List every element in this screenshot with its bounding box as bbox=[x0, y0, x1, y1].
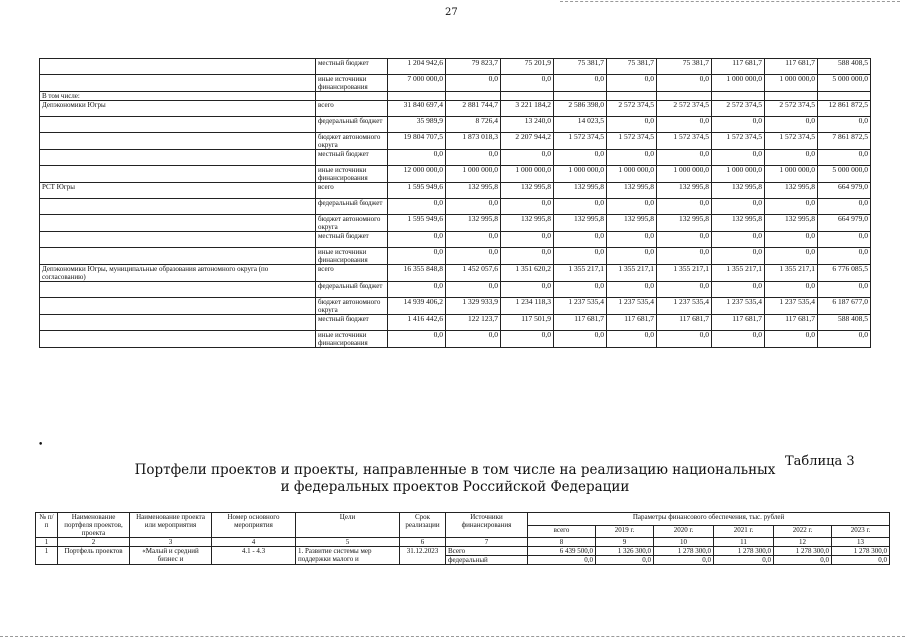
row-value: 0,0 bbox=[554, 331, 607, 348]
row-value: 0,0 bbox=[446, 331, 501, 348]
table-row bbox=[40, 215, 871, 232]
row-value: 1 355 217,1 bbox=[554, 265, 607, 282]
row-group bbox=[40, 215, 316, 232]
projects-portfolio-table bbox=[35, 512, 890, 565]
row-value: 0,0 bbox=[818, 199, 871, 215]
row-value: 0,0 bbox=[388, 150, 446, 166]
financing-table-continued bbox=[39, 58, 871, 348]
row-value: 1 595 949,6 bbox=[388, 183, 446, 199]
row-value: 1 204 942,6 bbox=[388, 59, 446, 75]
row-group bbox=[40, 248, 316, 265]
row-value: 0,0 bbox=[554, 75, 607, 92]
row-source: бюджет автономного округа bbox=[316, 215, 388, 232]
row-value: 14 939 406,2 bbox=[388, 298, 446, 315]
row-value: 1 595 949,6 bbox=[388, 215, 446, 232]
column-number: 11 bbox=[714, 538, 774, 547]
row-value: 0,0 bbox=[657, 248, 712, 265]
row-value: 1 237 535,4 bbox=[712, 298, 765, 315]
hdr-2023: 2023 г. bbox=[832, 525, 890, 538]
row-value bbox=[818, 92, 871, 101]
row-value: 1 278 300,0 bbox=[832, 547, 890, 556]
row-value: 3 221 184,2 bbox=[501, 101, 554, 117]
row-value: 0,0 bbox=[554, 248, 607, 265]
row-term: 31.12.2023 bbox=[400, 547, 446, 565]
row-value: 1 572 374,5 bbox=[657, 133, 712, 150]
row-value: 0,0 bbox=[388, 232, 446, 248]
hdr-2019: 2019 г. bbox=[596, 525, 654, 538]
row-source-total: Всего bbox=[446, 547, 528, 556]
row-value: 132 995,8 bbox=[765, 215, 818, 232]
row-main-event: 4.1 - 4.3 bbox=[212, 547, 296, 565]
row-value: 5 000 000,0 bbox=[818, 166, 871, 183]
row-goal: 1. Развитие системы мер поддержки малого и bbox=[296, 547, 400, 565]
row-value: 0,0 bbox=[607, 150, 657, 166]
section-title-line-2: и федеральных проектов Российской Федерации bbox=[280, 479, 630, 495]
table-row bbox=[40, 166, 871, 183]
row-value: 1 278 300,0 bbox=[654, 547, 714, 556]
table-row bbox=[40, 183, 871, 199]
row-value: 1 355 217,1 bbox=[765, 265, 818, 282]
table-row bbox=[40, 75, 871, 92]
row-value: 75 381,7 bbox=[657, 59, 712, 75]
row-source: иные источники финансирования bbox=[316, 331, 388, 348]
row-value: 1 000 000,0 bbox=[712, 75, 765, 92]
column-number: 1 bbox=[36, 538, 58, 547]
row-value: 1 000 000,0 bbox=[554, 166, 607, 183]
row-value: 1 000 000,0 bbox=[765, 75, 818, 92]
table-row bbox=[40, 101, 871, 117]
row-source: иные источники финансирования bbox=[316, 75, 388, 92]
row-value: 1 237 535,4 bbox=[765, 298, 818, 315]
hdr-goals: Цели bbox=[296, 513, 400, 538]
row-value: 0,0 bbox=[501, 282, 554, 298]
row-group bbox=[40, 232, 316, 248]
row-value: 19 804 707,5 bbox=[388, 133, 446, 150]
row-value bbox=[712, 92, 765, 101]
column-number: 4 bbox=[212, 538, 296, 547]
scan-top-edge bbox=[560, 1, 900, 2]
row-source: иные источники финансирования bbox=[316, 248, 388, 265]
row-value: 132 995,8 bbox=[657, 215, 712, 232]
row-value: 75 201,9 bbox=[501, 59, 554, 75]
row-value: 14 023,5 bbox=[554, 117, 607, 133]
column-number: 5 bbox=[296, 538, 400, 547]
row-value: 0,0 bbox=[388, 199, 446, 215]
hdr-portfolio: Наименование портфеля проектов, проекта bbox=[58, 513, 130, 538]
row-source: местный бюджет bbox=[316, 59, 388, 75]
row-value: 132 995,8 bbox=[607, 215, 657, 232]
table-row bbox=[40, 150, 871, 166]
row-value: 1 000 000,0 bbox=[446, 166, 501, 183]
column-number: 12 bbox=[774, 538, 832, 547]
row-source: федеральный бюджет bbox=[316, 117, 388, 133]
hdr-2021: 2021 г. bbox=[714, 525, 774, 538]
row-source: бюджет автономного округа bbox=[316, 133, 388, 150]
row-value: 0,0 bbox=[657, 75, 712, 92]
table-row bbox=[40, 282, 871, 298]
row-value: 1 278 300,0 bbox=[714, 547, 774, 556]
row-value: 0,0 bbox=[765, 117, 818, 133]
row-value: 7 000 000,0 bbox=[388, 75, 446, 92]
row-value: 0,0 bbox=[765, 248, 818, 265]
row-value: 0,0 bbox=[765, 232, 818, 248]
row-value: 2 572 374,5 bbox=[712, 101, 765, 117]
table-row bbox=[40, 315, 871, 331]
row-value: 0,0 bbox=[607, 282, 657, 298]
row-value: 117 681,7 bbox=[712, 59, 765, 75]
row-value: 0,0 bbox=[607, 248, 657, 265]
row-value: 0,0 bbox=[657, 331, 712, 348]
row-value: 0,0 bbox=[712, 248, 765, 265]
row-value: 6 776 085,5 bbox=[818, 265, 871, 282]
row-value: 6 439 500,0 bbox=[528, 547, 596, 556]
row-value: 0,0 bbox=[607, 232, 657, 248]
row-group bbox=[40, 166, 316, 183]
row-value: 132 995,8 bbox=[554, 215, 607, 232]
column-number: 2 bbox=[58, 538, 130, 547]
row-value: 1 329 933,9 bbox=[446, 298, 501, 315]
row-value: 0,0 bbox=[501, 75, 554, 92]
row-value: 0,0 bbox=[765, 331, 818, 348]
row-portfolio: Портфель проектов bbox=[58, 547, 130, 565]
row-value: 12 000 000,0 bbox=[388, 166, 446, 183]
row-value: 664 979,0 bbox=[818, 183, 871, 199]
row-value: 5 000 000,0 bbox=[818, 75, 871, 92]
row-source bbox=[316, 92, 388, 101]
hdr-main-event: Номер основного мероприятия bbox=[212, 513, 296, 538]
row-value: 1 351 620,2 bbox=[501, 265, 554, 282]
hdr-total: всего bbox=[528, 525, 596, 538]
row-group: РСТ Югры bbox=[40, 183, 316, 199]
row-value: 0,0 bbox=[446, 75, 501, 92]
row-value: 0,0 bbox=[818, 282, 871, 298]
row-value: 1 237 535,4 bbox=[554, 298, 607, 315]
row-value: 1 572 374,5 bbox=[712, 133, 765, 150]
page-number: 27 bbox=[445, 7, 458, 18]
row-value: 0,0 bbox=[446, 282, 501, 298]
row-value: 132 995,8 bbox=[607, 183, 657, 199]
row-value: 0,0 bbox=[657, 232, 712, 248]
row-value: 0,0 bbox=[657, 150, 712, 166]
column-number: 9 bbox=[596, 538, 654, 547]
row-value: 2 572 374,5 bbox=[607, 101, 657, 117]
row-value: 0,0 bbox=[554, 282, 607, 298]
row-value: 122 123,7 bbox=[446, 315, 501, 331]
row-value: 0,0 bbox=[712, 199, 765, 215]
row-value: 1 000 000,0 bbox=[657, 166, 712, 183]
row-value: 588 408,5 bbox=[818, 59, 871, 75]
row-value: 132 995,8 bbox=[657, 183, 712, 199]
row-value: 0,0 bbox=[607, 199, 657, 215]
row-value: 132 995,8 bbox=[554, 183, 607, 199]
row-value: 12 861 872,5 bbox=[818, 101, 871, 117]
row-value: 0,0 bbox=[607, 117, 657, 133]
table-row bbox=[40, 117, 871, 133]
row-value: 13 240,0 bbox=[501, 117, 554, 133]
row-value: 0,0 bbox=[818, 232, 871, 248]
column-number: 3 bbox=[130, 538, 212, 547]
row-value: 7 861 872,5 bbox=[818, 133, 871, 150]
margin-mark: • bbox=[38, 440, 44, 450]
row-value: 117 681,7 bbox=[765, 59, 818, 75]
row-value: 117 681,7 bbox=[765, 315, 818, 331]
row-project: «Малый и средний бизнес и bbox=[130, 547, 212, 565]
row-value: 1 452 057,6 bbox=[446, 265, 501, 282]
row-value: 588 408,5 bbox=[818, 315, 871, 331]
row-value: 117 501,9 bbox=[501, 315, 554, 331]
row-value: 0,0 bbox=[765, 282, 818, 298]
table-label: Таблица 3 bbox=[785, 454, 855, 469]
row-group bbox=[40, 59, 316, 75]
row-value: 1 000 000,0 bbox=[501, 166, 554, 183]
table-row bbox=[40, 59, 871, 75]
row-value: 132 995,8 bbox=[712, 215, 765, 232]
row-group: В том числе: bbox=[40, 92, 316, 101]
row-value: 664 979,0 bbox=[818, 215, 871, 232]
row-value: 0,0 bbox=[712, 282, 765, 298]
row-value: 1 355 217,1 bbox=[607, 265, 657, 282]
hdr-sources: Источники финансирования bbox=[446, 513, 528, 538]
row-value: 16 355 848,8 bbox=[388, 265, 446, 282]
row-value: 0,0 bbox=[528, 556, 596, 565]
row-value: 2 207 944,2 bbox=[501, 133, 554, 150]
row-value: 0,0 bbox=[607, 75, 657, 92]
row-group bbox=[40, 133, 316, 150]
row-group: Депэкономики Югры bbox=[40, 101, 316, 117]
row-value: 0,0 bbox=[712, 232, 765, 248]
row-value: 1 355 217,1 bbox=[712, 265, 765, 282]
row-value bbox=[388, 92, 446, 101]
row-source: всего bbox=[316, 265, 388, 282]
row-value: 0,0 bbox=[554, 150, 607, 166]
row-value: 0,0 bbox=[501, 232, 554, 248]
row-value: 0,0 bbox=[832, 556, 890, 565]
row-value: 1 000 000,0 bbox=[607, 166, 657, 183]
row-value: 0,0 bbox=[446, 248, 501, 265]
row-group bbox=[40, 75, 316, 92]
row-value: 117 681,7 bbox=[554, 315, 607, 331]
row-value: 132 995,8 bbox=[501, 183, 554, 199]
row-value bbox=[657, 92, 712, 101]
row-source: федеральный бюджет bbox=[316, 199, 388, 215]
row-value: 75 381,7 bbox=[554, 59, 607, 75]
row-group: Депэкономики Югры, муниципальные образования автономного округа (по согласованию) bbox=[40, 265, 316, 282]
column-number: 6 bbox=[400, 538, 446, 547]
row-group bbox=[40, 282, 316, 298]
row-value: 31 840 697,4 bbox=[388, 101, 446, 117]
row-value: 117 681,7 bbox=[712, 315, 765, 331]
row-value: 0,0 bbox=[388, 248, 446, 265]
column-number: 13 bbox=[832, 538, 890, 547]
row-value: 0,0 bbox=[554, 232, 607, 248]
hdr-num: № п/п bbox=[36, 513, 58, 538]
row-value: 0,0 bbox=[818, 150, 871, 166]
row-value: 1 326 300,0 bbox=[596, 547, 654, 556]
row-value: 0,0 bbox=[712, 117, 765, 133]
row-group bbox=[40, 117, 316, 133]
table-row bbox=[40, 133, 871, 150]
row-value bbox=[765, 92, 818, 101]
table-row bbox=[40, 199, 871, 215]
hdr-2020: 2020 г. bbox=[654, 525, 714, 538]
row-source: местный бюджет bbox=[316, 315, 388, 331]
table-row bbox=[36, 547, 890, 556]
row-value: 132 995,8 bbox=[712, 183, 765, 199]
row-value: 132 995,8 bbox=[446, 215, 501, 232]
row-value: 132 995,8 bbox=[765, 183, 818, 199]
hdr-project: Наименование проекта или мероприятия bbox=[130, 513, 212, 538]
row-value: 0,0 bbox=[765, 150, 818, 166]
row-value: 0,0 bbox=[818, 331, 871, 348]
row-value: 132 995,8 bbox=[446, 183, 501, 199]
row-value: 0,0 bbox=[654, 556, 714, 565]
row-value bbox=[554, 92, 607, 101]
row-value: 1 416 442,6 bbox=[388, 315, 446, 331]
row-value: 6 187 677,0 bbox=[818, 298, 871, 315]
row-value: 0,0 bbox=[446, 232, 501, 248]
row-value bbox=[446, 92, 501, 101]
section-title-line-1: Портфели проектов и проекты, направленные в том числе на реализацию национальных bbox=[134, 462, 776, 478]
hdr-term: Срок реализации bbox=[400, 513, 446, 538]
row-group bbox=[40, 315, 316, 331]
row-value: 1 000 000,0 bbox=[712, 166, 765, 183]
row-value: 2 881 744,7 bbox=[446, 101, 501, 117]
table-row bbox=[40, 248, 871, 265]
row-source: иные источники финансирования bbox=[316, 166, 388, 183]
row-value: 0,0 bbox=[501, 150, 554, 166]
hdr-params: Параметры финансового обеспечения, тыс. рублей bbox=[528, 513, 890, 526]
row-value: 0,0 bbox=[388, 331, 446, 348]
row-value: 0,0 bbox=[818, 117, 871, 133]
row-source: всего bbox=[316, 101, 388, 117]
column-numbers-row bbox=[36, 538, 890, 547]
table-row bbox=[40, 298, 871, 315]
row-value: 0,0 bbox=[596, 556, 654, 565]
row-value: 1 237 535,4 bbox=[607, 298, 657, 315]
row-value: 0,0 bbox=[765, 199, 818, 215]
row-value: 75 381,7 bbox=[607, 59, 657, 75]
row-value: 0,0 bbox=[501, 331, 554, 348]
column-number: 10 bbox=[654, 538, 714, 547]
row-value: 1 873 018,3 bbox=[446, 133, 501, 150]
row-value: 0,0 bbox=[714, 556, 774, 565]
row-value: 1 234 118,3 bbox=[501, 298, 554, 315]
column-number: 8 bbox=[528, 538, 596, 547]
row-value: 1 572 374,5 bbox=[554, 133, 607, 150]
row-source: бюджет автономного округа bbox=[316, 298, 388, 315]
row-value: 8 726,4 bbox=[446, 117, 501, 133]
table-row bbox=[40, 331, 871, 348]
row-value: 117 681,7 bbox=[657, 315, 712, 331]
row-value: 1 572 374,5 bbox=[765, 133, 818, 150]
row-source: всего bbox=[316, 183, 388, 199]
row-value: 0,0 bbox=[388, 282, 446, 298]
row-value: 0,0 bbox=[607, 331, 657, 348]
row-value bbox=[607, 92, 657, 101]
row-source-federal: федеральный bbox=[446, 556, 528, 565]
row-group bbox=[40, 331, 316, 348]
row-value: 2 586 398,0 bbox=[554, 101, 607, 117]
row-value: 79 823,7 bbox=[446, 59, 501, 75]
hdr-2022: 2022 г. bbox=[774, 525, 832, 538]
row-value: 117 681,7 bbox=[607, 315, 657, 331]
row-value: 0,0 bbox=[501, 248, 554, 265]
row-value bbox=[501, 92, 554, 101]
row-value: 0,0 bbox=[446, 199, 501, 215]
column-number: 7 bbox=[446, 538, 528, 547]
row-source: местный бюджет bbox=[316, 232, 388, 248]
row-value: 0,0 bbox=[657, 282, 712, 298]
table-row bbox=[40, 232, 871, 248]
row-source: местный бюджет bbox=[316, 150, 388, 166]
row-group bbox=[40, 199, 316, 215]
row-group bbox=[40, 298, 316, 315]
row-value: 35 989,9 bbox=[388, 117, 446, 133]
row-value: 0,0 bbox=[446, 150, 501, 166]
table-row bbox=[40, 265, 871, 282]
section-title bbox=[130, 462, 780, 496]
row-value: 132 995,8 bbox=[501, 215, 554, 232]
row-value: 2 572 374,5 bbox=[765, 101, 818, 117]
row-value: 0,0 bbox=[501, 199, 554, 215]
row-value: 0,0 bbox=[774, 556, 832, 565]
row-num: 1 bbox=[36, 547, 58, 565]
header-row-1 bbox=[36, 513, 890, 526]
row-value: 1 000 000,0 bbox=[765, 166, 818, 183]
row-value: 1 572 374,5 bbox=[607, 133, 657, 150]
row-value: 2 572 374,5 bbox=[657, 101, 712, 117]
row-value: 0,0 bbox=[712, 150, 765, 166]
row-value: 0,0 bbox=[554, 199, 607, 215]
table-row bbox=[40, 92, 871, 101]
row-source: федеральный бюджет bbox=[316, 282, 388, 298]
row-value: 0,0 bbox=[657, 117, 712, 133]
row-value: 0,0 bbox=[818, 248, 871, 265]
row-value: 1 278 300,0 bbox=[774, 547, 832, 556]
row-value: 1 355 217,1 bbox=[657, 265, 712, 282]
row-group bbox=[40, 150, 316, 166]
row-value: 0,0 bbox=[657, 199, 712, 215]
row-value: 1 237 535,4 bbox=[657, 298, 712, 315]
row-value: 0,0 bbox=[712, 331, 765, 348]
scan-bottom-edge bbox=[0, 636, 905, 637]
